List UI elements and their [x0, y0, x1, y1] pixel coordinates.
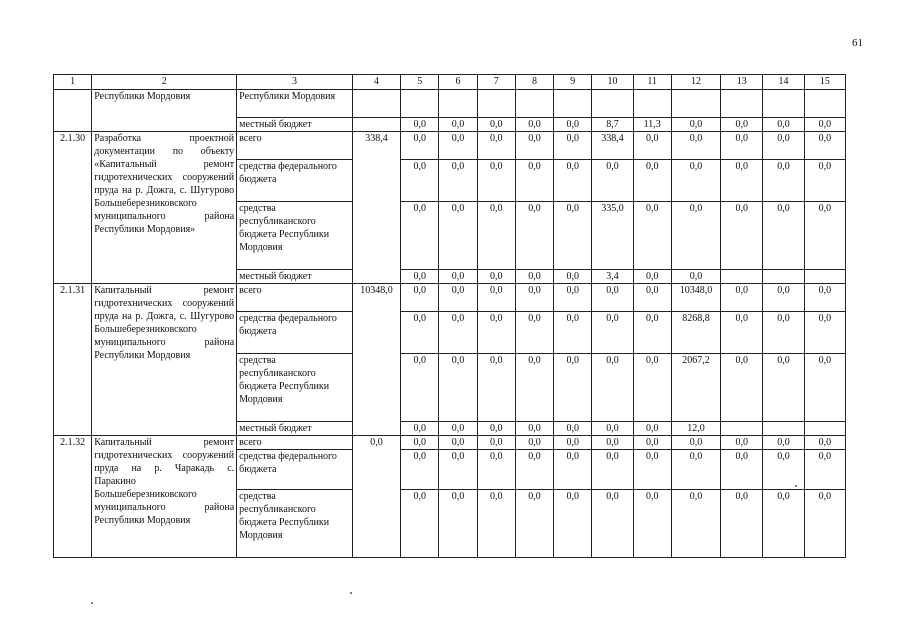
value-cell: 0,0 [401, 354, 439, 422]
value-cell: 0,0 [439, 270, 477, 284]
value-cell: 8,7 [592, 118, 633, 132]
funding-source: средства федерального бюджета [237, 312, 353, 354]
value-cell: 8268,8 [671, 312, 720, 354]
value-cell: 0,0 [401, 202, 439, 270]
value-cell: 0,0 [721, 202, 763, 270]
column-header: 2 [92, 75, 237, 90]
value-cell: 0,0 [633, 490, 671, 558]
funding-source: Республики Мордовия [237, 90, 353, 118]
value-cell: 0,0 [515, 490, 553, 558]
stray-mark [350, 592, 352, 594]
row-number: 2.1.31 [54, 284, 92, 436]
value-cell: 0,0 [592, 354, 633, 422]
value-cell: 0,0 [515, 132, 553, 160]
value-cell [515, 90, 553, 118]
value-cell: 0,0 [477, 490, 515, 558]
value-cell [763, 270, 804, 284]
stray-mark [795, 485, 797, 487]
value-cell: 0,0 [439, 490, 477, 558]
value-cell: 0,0 [671, 160, 720, 202]
value-cell: 0,0 [401, 422, 439, 436]
value-cell: 0,0 [592, 450, 633, 490]
value-cell: 0,0 [554, 202, 592, 270]
value-cell: 0,0 [721, 312, 763, 354]
value-cell: 0,0 [633, 450, 671, 490]
value-cell: 0,0 [515, 436, 553, 450]
value-cell: 0,0 [592, 284, 633, 312]
value-cell: 0,0 [439, 132, 477, 160]
value-cell: 0,0 [763, 436, 804, 450]
value-cell: 0,0 [515, 160, 553, 202]
value-cell: 0,0 [477, 312, 515, 354]
continuation-row [54, 90, 846, 118]
value-cell: 0,0 [592, 160, 633, 202]
value-cell: 0,0 [477, 354, 515, 422]
value-cell: 0,0 [554, 450, 592, 490]
value-cell: 0,0 [633, 160, 671, 202]
value-cell: 0,0 [721, 490, 763, 558]
value-cell: 0,0 [804, 436, 845, 450]
value-cell: 0,0 [763, 284, 804, 312]
value-cell: 2067,2 [671, 354, 720, 422]
value-cell [671, 90, 720, 118]
value-cell: 0,0 [633, 270, 671, 284]
value-cell [477, 90, 515, 118]
value-cell: 0,0 [804, 118, 845, 132]
value-cell: 0,0 [592, 422, 633, 436]
value-cell: 10348,0 [671, 284, 720, 312]
value-cell: 0,0 [401, 312, 439, 354]
group-row [54, 284, 846, 312]
funding-source: всего [237, 132, 353, 160]
value-cell: 0,0 [721, 118, 763, 132]
value-cell: 0,0 [515, 270, 553, 284]
value-cell: 0,0 [554, 490, 592, 558]
value-cell: 0,0 [804, 202, 845, 270]
value-cell: 0,0 [763, 202, 804, 270]
column-header: 11 [633, 75, 671, 90]
value-cell: 0,0 [592, 490, 633, 558]
value-cell: 0,0 [477, 270, 515, 284]
value-cell: 0,0 [804, 450, 845, 490]
item-name: Капитальный ремонт гидротехнических сооружений пруда на р. Дожга, с. Шугурово Большеберезниковского муниципального района Республики Мордовия [92, 284, 237, 436]
funding-source: средства федерального бюджета [237, 450, 353, 490]
value-cell: 0,0 [671, 118, 720, 132]
value-cell: 0,0 [439, 436, 477, 450]
value-cell: 0,0 [763, 160, 804, 202]
funding-source: средства республиканского бюджета Республики Мордовия [237, 354, 353, 422]
total-cell: 338,4 [352, 132, 400, 284]
value-cell [439, 90, 477, 118]
budget-table [53, 74, 846, 558]
value-cell [554, 90, 592, 118]
value-cell: 0,0 [477, 284, 515, 312]
value-cell: 0,0 [515, 422, 553, 436]
value-cell: 0,0 [633, 284, 671, 312]
column-header: 5 [401, 75, 439, 90]
funding-source: средства федерального бюджета [237, 160, 353, 202]
value-cell: 0,0 [515, 118, 553, 132]
value-cell: 0,0 [439, 312, 477, 354]
value-cell: 0,0 [633, 202, 671, 270]
header-row [54, 75, 846, 90]
item-name: Капитальный ремонт гидротехнических сооружений пруда на р. Чаракадь с. Паракино Большеберезниковского муниципального района Республики Мордовия [92, 436, 237, 558]
value-cell: 0,0 [477, 436, 515, 450]
value-cell: 0,0 [721, 160, 763, 202]
value-cell: 0,0 [633, 312, 671, 354]
column-header: 12 [671, 75, 720, 90]
value-cell: 0,0 [671, 202, 720, 270]
value-cell: 0,0 [477, 132, 515, 160]
value-cell: 0,0 [804, 312, 845, 354]
value-cell: 0,0 [477, 450, 515, 490]
value-cell: 0,0 [401, 450, 439, 490]
column-header: 9 [554, 75, 592, 90]
value-cell: 338,4 [592, 132, 633, 160]
value-cell [721, 422, 763, 436]
funding-source: всего [237, 436, 353, 450]
total-cell [352, 118, 400, 132]
value-cell: 0,0 [477, 160, 515, 202]
row-number: 2.1.30 [54, 132, 92, 284]
value-cell: 0,0 [804, 160, 845, 202]
column-header: 4 [352, 75, 400, 90]
value-cell: 11,3 [633, 118, 671, 132]
table-body [54, 75, 846, 558]
value-cell: 0,0 [804, 132, 845, 160]
value-cell: 0,0 [721, 450, 763, 490]
value-cell [763, 422, 804, 436]
total-cell: 10348,0 [352, 284, 400, 436]
value-cell: 0,0 [763, 450, 804, 490]
column-header: 1 [54, 75, 92, 90]
value-cell: 0,0 [804, 354, 845, 422]
value-cell [352, 90, 400, 118]
value-cell: 0,0 [804, 490, 845, 558]
value-cell [804, 270, 845, 284]
value-cell: 0,0 [671, 450, 720, 490]
value-cell: 0,0 [554, 312, 592, 354]
value-cell: 0,0 [763, 490, 804, 558]
column-header: 10 [592, 75, 633, 90]
value-cell: 0,0 [439, 450, 477, 490]
value-cell: 0,0 [554, 354, 592, 422]
value-cell: 0,0 [763, 132, 804, 160]
value-cell: 0,0 [515, 312, 553, 354]
value-cell: 0,0 [721, 436, 763, 450]
value-cell: 0,0 [763, 312, 804, 354]
value-cell: 0,0 [515, 450, 553, 490]
funding-source: местный бюджет [237, 118, 353, 132]
value-cell: 0,0 [477, 202, 515, 270]
group-row [54, 436, 846, 450]
value-cell [633, 90, 671, 118]
value-cell: 0,0 [439, 118, 477, 132]
value-cell: 0,0 [554, 422, 592, 436]
group-row [54, 132, 846, 160]
value-cell: 0,0 [515, 202, 553, 270]
value-cell: 0,0 [515, 284, 553, 312]
value-cell: 0,0 [401, 284, 439, 312]
value-cell: 0,0 [477, 118, 515, 132]
value-cell: 0,0 [592, 312, 633, 354]
row-number [54, 90, 92, 132]
value-cell: 0,0 [401, 132, 439, 160]
value-cell: 0,0 [401, 160, 439, 202]
value-cell: 0,0 [763, 118, 804, 132]
funding-source: местный бюджет [237, 422, 353, 436]
column-header: 15 [804, 75, 845, 90]
value-cell: 0,0 [763, 354, 804, 422]
value-cell: 0,0 [721, 132, 763, 160]
page-number: 61 [852, 37, 863, 49]
funding-source: всего [237, 284, 353, 312]
value-cell: 0,0 [401, 436, 439, 450]
value-cell: 0,0 [804, 284, 845, 312]
value-cell [804, 90, 845, 118]
value-cell: 0,0 [554, 132, 592, 160]
funding-source: средства республиканского бюджета Республики Мордовия [237, 202, 353, 270]
value-cell: 335,0 [592, 202, 633, 270]
value-cell: 3,4 [592, 270, 633, 284]
column-header: 8 [515, 75, 553, 90]
value-cell: 0,0 [439, 160, 477, 202]
funding-source: местный бюджет [237, 270, 353, 284]
value-cell: 0,0 [439, 354, 477, 422]
column-header: 3 [237, 75, 353, 90]
value-cell [721, 270, 763, 284]
value-cell: 0,0 [439, 202, 477, 270]
value-cell [721, 90, 763, 118]
value-cell: 0,0 [721, 354, 763, 422]
value-cell: 0,0 [721, 284, 763, 312]
value-cell: 0,0 [439, 422, 477, 436]
value-cell: 0,0 [554, 160, 592, 202]
value-cell: 0,0 [401, 490, 439, 558]
value-cell [401, 90, 439, 118]
column-header: 6 [439, 75, 477, 90]
item-name: Республики Мордовия [92, 90, 237, 132]
column-header: 7 [477, 75, 515, 90]
value-cell: 0,0 [554, 436, 592, 450]
value-cell: 0,0 [439, 284, 477, 312]
value-cell: 12,0 [671, 422, 720, 436]
value-cell: 0,0 [401, 270, 439, 284]
column-header: 14 [763, 75, 804, 90]
value-cell: 0,0 [671, 436, 720, 450]
value-cell: 0,0 [554, 284, 592, 312]
value-cell: 0,0 [401, 118, 439, 132]
item-name: Разработка проектной документации по объекту «Капитальный ремонт гидротехнических сооружений пруда на р. Дожга, с. Шугурово Большеберезниковского муниципального района Республики Мордовия» [92, 132, 237, 284]
value-cell: 0,0 [633, 436, 671, 450]
value-cell: 0,0 [633, 422, 671, 436]
stray-mark [91, 602, 93, 604]
row-number: 2.1.32 [54, 436, 92, 558]
value-cell: 0,0 [633, 132, 671, 160]
funding-source: средства республиканского бюджета Республики Мордовия [237, 490, 353, 558]
value-cell [592, 90, 633, 118]
value-cell: 0,0 [515, 354, 553, 422]
value-cell: 0,0 [477, 422, 515, 436]
value-cell: 0,0 [554, 270, 592, 284]
value-cell: 0,0 [592, 436, 633, 450]
value-cell: 0,0 [671, 490, 720, 558]
value-cell [804, 422, 845, 436]
value-cell: 0,0 [554, 118, 592, 132]
value-cell [763, 90, 804, 118]
column-header: 13 [721, 75, 763, 90]
value-cell: 0,0 [671, 270, 720, 284]
total-cell: 0,0 [352, 436, 400, 558]
value-cell: 0,0 [671, 132, 720, 160]
value-cell: 0,0 [633, 354, 671, 422]
